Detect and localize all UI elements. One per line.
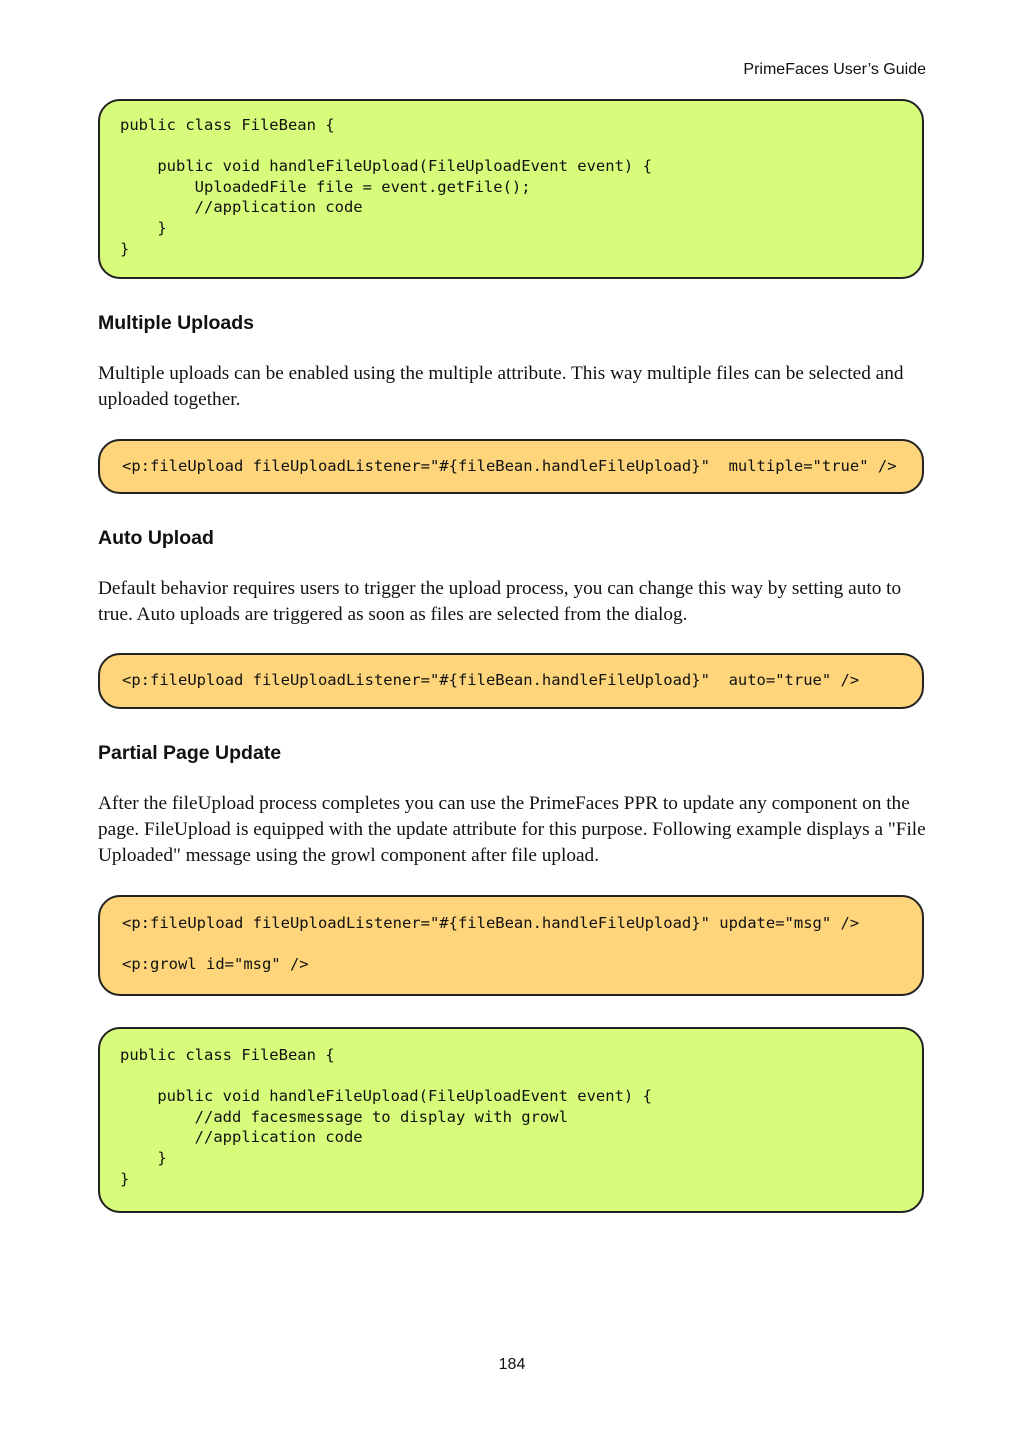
code-text: <p:fileUpload fileUploadListener="#{fileBean.handleFileUpload}" update="msg" /> <p:growl id="msg" /> <box>122 914 860 974</box>
page-number: 184 <box>498 1356 526 1373</box>
code-text: public class FileBean { public void handleFileUpload(FileUploadEvent event) { UploadedFile file = event.getFile(); //application code } } <box>120 116 652 258</box>
paragraph-partial-page-update: After the fileUpload process completes you can use the PrimeFaces PPR to update any component on the page. FileUpload is equipped with the update attribute for this purpose. Following example displays a "File Uploaded" message using the growl component after file upload. <box>98 793 926 866</box>
code-block-filebean <box>98 99 924 279</box>
code-block-ppr <box>98 895 924 996</box>
paragraph-multiple-uploads: Multiple uploads can be enabled using the multiple attribute. This way multiple files can be selected and uploaded together. <box>98 363 904 410</box>
heading-auto-upload: Auto Upload <box>98 527 214 549</box>
heading-multiple-uploads: Multiple Uploads <box>98 312 254 334</box>
code-text: <p:fileUpload fileUploadListener="#{fileBean.handleFileUpload}" auto="true" /> <box>122 671 860 689</box>
code-block-auto <box>98 653 924 709</box>
code-text: public class FileBean { public void handleFileUpload(FileUploadEvent event) { //add facesmessage to display with growl //application code } } <box>120 1046 652 1188</box>
page-header: PrimeFaces User’s Guide <box>743 61 926 78</box>
code-text: <p:fileUpload fileUploadListener="#{fileBean.handleFileUpload}" multiple="true" /> <box>122 457 897 475</box>
code-block-filebean-growl <box>98 1027 924 1213</box>
heading-partial-page-update: Partial Page Update <box>98 742 282 764</box>
code-block-multiple <box>98 439 924 494</box>
paragraph-auto-upload: Default behavior requires users to trigger the upload process, you can change this way by setting auto to true. Auto uploads are triggered as soon as files are selected from the dialog. <box>98 578 902 625</box>
